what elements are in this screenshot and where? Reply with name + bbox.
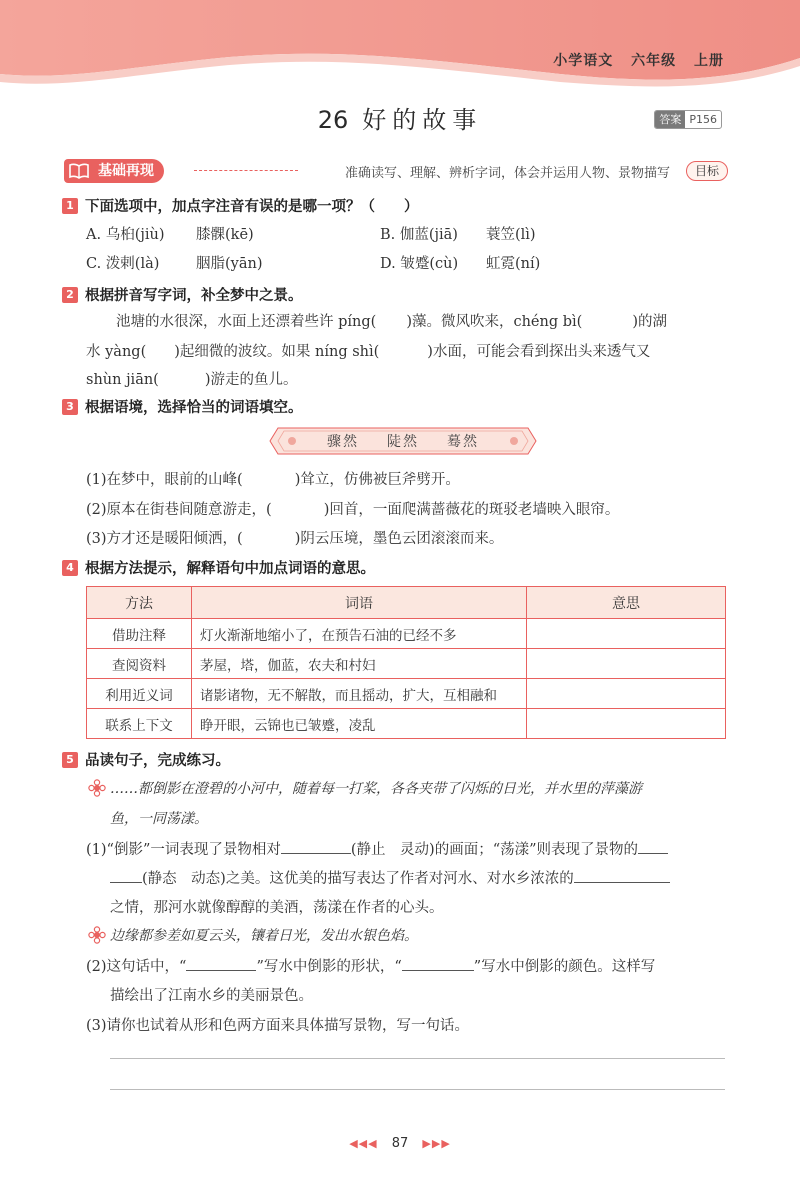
header-words: 词语 — [192, 587, 527, 619]
volume: 上册 — [694, 53, 724, 69]
q2-line-3: shùn jiān( )游走的鱼儿。 — [86, 372, 298, 388]
q3-sentence-1: (1)在梦中，眼前的山峰( )耸立，仿佛被巨斧劈开。 — [86, 472, 460, 488]
meaning-cell[interactable] — [527, 649, 726, 679]
flower-icon — [88, 779, 106, 797]
q2-line-2: 水 yàng( )起细微的波纹。如果 níng shì( )水面，可能会看到探出头来透气又 — [86, 344, 651, 360]
meaning-cell[interactable] — [527, 709, 726, 739]
answer-blank[interactable] — [186, 970, 256, 971]
goal-tag: 目标 — [686, 161, 728, 181]
question-3 — [62, 396, 303, 417]
header-meaning: 意思 — [527, 587, 726, 619]
flower-icon — [88, 926, 106, 944]
question-2 — [62, 284, 303, 305]
quote-1-line-1: ……都倒影在澄碧的小河中，随着每一打桨，各各夹带了闪烁的日光，并水里的萍藻游 — [110, 781, 642, 797]
question-prompt: 根据拼音写字词，补全梦中之景。 — [85, 288, 303, 304]
answer-label: 答案 — [655, 111, 685, 128]
quote-1-line-2: 鱼，一同荡漾。 — [110, 811, 208, 827]
right-arrows-icon: ▶▶▶ — [422, 1137, 451, 1150]
option-c1: C. 泼剌(là) — [86, 256, 160, 272]
writing-line[interactable] — [110, 1089, 725, 1090]
method-table — [86, 586, 726, 739]
section-label: 基础再现 — [94, 159, 164, 183]
q3-sentence-3: (3)方才还是暖阳倾洒，( )阴云压境，墨色云团滚滚而来。 — [86, 531, 504, 547]
question-prompt: 下面选项中，加点字注音有误的是哪一项？（ ） — [85, 199, 419, 215]
page-number: 87 — [391, 1136, 409, 1151]
option-b1: B. 伽蓝(jiā) — [380, 227, 458, 243]
q5-part-2-line-1: (2)这句话中，“ ”写水中倒影的形状，“ ”写水中倒影的颜色。这样写 — [86, 959, 656, 975]
section-divider — [194, 170, 298, 171]
header-method: 方法 — [87, 587, 192, 619]
lesson-title: 好的故事 — [362, 106, 483, 134]
table-row: 利用近义词 诸影诸物，无不解散，而且摇动，扩大，互相融和 — [87, 679, 726, 709]
section-header — [64, 158, 728, 186]
q2-line-1: 池塘的水很深，水面上还漂着些许 píng( )藻。微风吹来，chéng bì( )的湖 — [116, 314, 667, 330]
question-1 — [62, 195, 419, 216]
q5-part-3: (3)请你也试着从形和色两方面来具体描写景物，写一句话。 — [86, 1018, 470, 1034]
question-prompt: 根据语境，选择恰当的词语填空。 — [85, 400, 303, 416]
question-prompt: 根据方法提示，解释语句中加点词语的意思。 — [85, 561, 375, 577]
table-row: 联系上下文 睁开眼，云锦也已皱蹙，凌乱 — [87, 709, 726, 739]
option-b2: 蓑笠(lì) — [486, 227, 536, 243]
word-bank — [268, 431, 538, 451]
meaning-cell[interactable] — [527, 679, 726, 709]
lesson-number: 26 — [317, 106, 349, 134]
quote-2: 边缘都参差如夏云头，镶着日光，发出水银色焰。 — [110, 928, 418, 944]
answer-blank[interactable] — [110, 882, 142, 883]
header-banner — [0, 0, 800, 90]
answer-blank[interactable] — [638, 853, 668, 854]
question-4 — [62, 557, 375, 578]
grade: 六年级 — [631, 53, 677, 69]
question-number: 5 — [62, 752, 78, 768]
question-number: 4 — [62, 560, 78, 576]
book-icon — [64, 159, 94, 183]
meaning-cell[interactable] — [527, 619, 726, 649]
question-prompt: 品读句子，完成练习。 — [85, 753, 230, 769]
question-5 — [62, 749, 230, 770]
option-a2: 膝髁(kē) — [196, 227, 254, 243]
section-goal: 准确读写、理解、辨析字词，体会并运用人物、景物描写 — [344, 166, 670, 181]
option-a1: A. 乌桕(jiù) — [86, 227, 165, 243]
left-arrows-icon: ◀◀◀ — [349, 1137, 378, 1150]
writing-line[interactable] — [110, 1058, 725, 1059]
answer-blank[interactable] — [402, 970, 474, 971]
q5-part-1-line-3: 之情，那河水就像醇醇的美酒，荡漾在作者的心头。 — [110, 900, 444, 916]
answer-reference — [654, 110, 722, 129]
section-badge — [64, 159, 164, 183]
answer-blank[interactable] — [281, 853, 351, 854]
answer-page: P156 — [689, 113, 717, 126]
book-info — [541, 50, 724, 70]
question-number: 2 — [62, 287, 78, 303]
subject: 小学语文 — [553, 53, 614, 69]
q5-part-1-line-1: (1)“倒影”一词表现了景物相对 (静止 灵动)的画面；“荡漾”则表现了景物的 — [86, 838, 668, 859]
option-d1: D. 皱蹙(cù) — [380, 256, 459, 272]
word-2: 陡然 — [387, 434, 419, 450]
q5-part-1-line-2: (静态 动态)之美。这优美的描写表达了作者对河水、对水乡浓浓的 — [110, 867, 670, 888]
option-d2: 虹霓(ní) — [486, 256, 541, 272]
question-number: 3 — [62, 399, 78, 415]
question-number: 1 — [62, 198, 78, 214]
q3-sentence-2: (2)原本在街巷间随意游走，( )回首，一面爬满蔷薇花的斑驳老墙映入眼帘。 — [86, 502, 620, 518]
table-row: 借助注释 灯火渐渐地缩小了，在预告石油的已经不多 — [87, 619, 726, 649]
word-1: 骤然 — [327, 434, 359, 450]
q5-part-2-line-2: 描绘出了江南水乡的美丽景色。 — [110, 988, 313, 1004]
answer-blank[interactable] — [574, 882, 670, 883]
table-row: 查阅资料 茅屋，塔，伽蓝，农夫和村妇 — [87, 649, 726, 679]
option-c2: 胭脂(yān) — [196, 256, 263, 272]
page-footer — [0, 1136, 800, 1151]
word-3: 蓦然 — [447, 434, 479, 450]
